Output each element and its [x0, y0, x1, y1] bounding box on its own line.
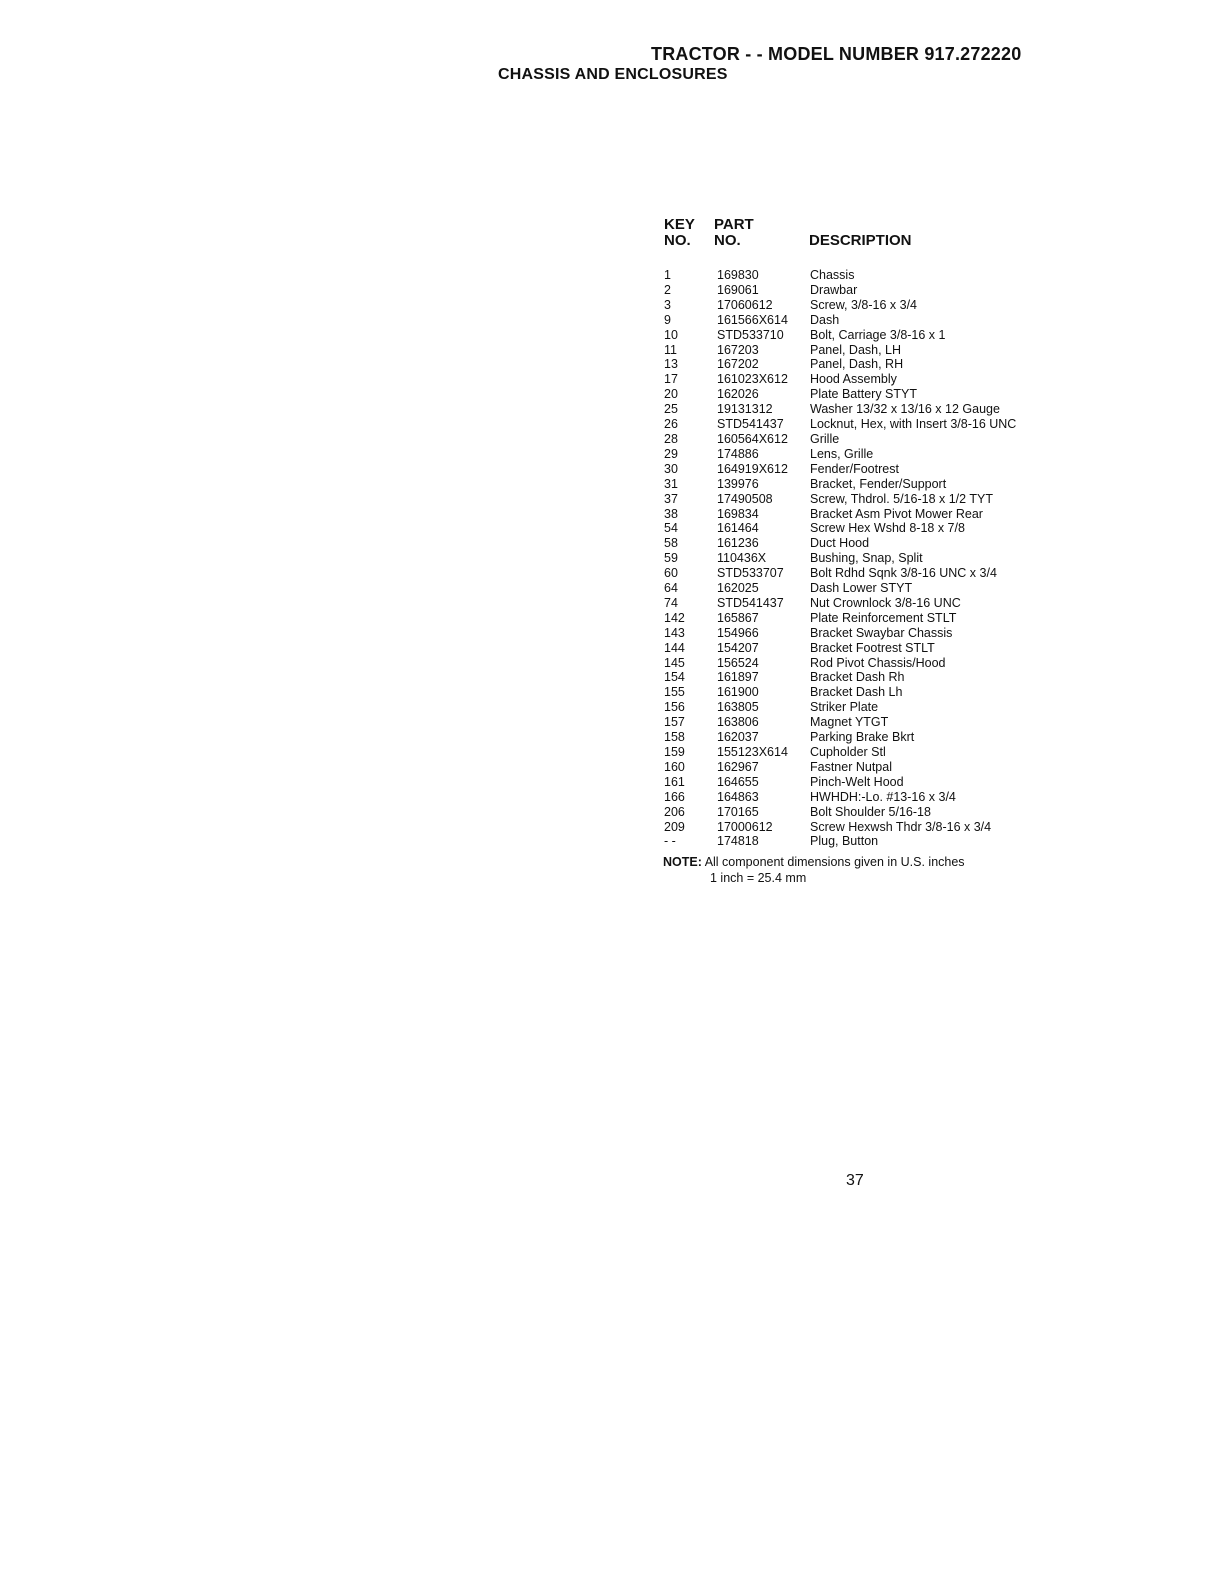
description-cell: Screw Hexwsh Thdr 3/8-16 x 3/4 [810, 819, 992, 834]
part-no-cell: 110436X [717, 551, 767, 566]
part-no-cell: 170165 [717, 804, 759, 819]
part-no-cell: STD533710 [717, 327, 784, 342]
table-row [664, 536, 1084, 551]
table-row [664, 745, 1084, 760]
key-no-cell: 29 [664, 446, 678, 461]
part-no-cell: 169830 [717, 268, 759, 282]
table-row [664, 834, 1084, 849]
parts-list [664, 268, 1084, 849]
description-cell: Drawbar [810, 282, 858, 297]
table-row [664, 507, 1084, 522]
part-no-cell: 162025 [717, 581, 759, 596]
description-cell: Bracket Swaybar Chassis [810, 625, 953, 640]
key-no-cell: 64 [664, 581, 678, 596]
description-cell: Dash [810, 312, 840, 327]
description-cell: Screw, Thdrol. 5/16-18 x 1/2 TYT [810, 491, 993, 506]
part-no-cell: 161464 [717, 521, 759, 536]
description-cell: Striker Plate [810, 700, 879, 715]
key-no-cell: - - [664, 834, 676, 849]
part-no-cell: 167203 [717, 342, 759, 357]
key-no-cell: 9 [664, 312, 671, 327]
table-row [664, 462, 1084, 477]
table-row [664, 313, 1084, 328]
table-row [664, 328, 1084, 343]
key-no-cell: 26 [664, 417, 678, 432]
part-no-cell: 160564X612 [717, 431, 788, 446]
description-cell: Bushing, Snap, Split [810, 551, 923, 566]
column-header-key-line2: NO. [664, 232, 691, 249]
part-no-cell: 174818 [717, 834, 759, 849]
description-cell: Hood Assembly [810, 372, 897, 387]
key-no-cell: 145 [664, 655, 685, 670]
table-row [664, 566, 1084, 581]
table-row [664, 447, 1084, 462]
part-no-cell: STD541437 [717, 417, 784, 432]
description-cell: Panel, Dash, LH [810, 342, 902, 357]
key-no-cell: 54 [664, 521, 678, 536]
key-no-cell: 142 [664, 610, 685, 625]
description-cell: Bolt, Carriage 3/8-16 x 1 [810, 327, 946, 342]
table-row [664, 581, 1084, 596]
table-row [664, 283, 1084, 298]
section-title: CHASSIS AND ENCLOSURES [498, 66, 728, 83]
part-no-cell: 167202 [717, 357, 759, 372]
key-no-cell: 166 [664, 789, 685, 804]
description-cell: Plate Reinforcement STLT [810, 610, 957, 625]
key-no-cell: 74 [664, 595, 678, 610]
key-no-cell: 13 [664, 357, 678, 372]
key-no-cell: 58 [664, 536, 678, 551]
description-cell: Lens, Grille [810, 446, 874, 461]
part-no-cell: 156524 [717, 655, 759, 670]
key-no-cell: 144 [664, 640, 685, 655]
note [663, 855, 965, 869]
column-header-key-line1: KEY [664, 216, 695, 233]
part-no-cell: STD533707 [717, 566, 784, 581]
description-cell: Dash Lower STYT [810, 581, 913, 596]
description-cell: Magnet YTGT [810, 715, 889, 730]
description-cell: Screw, 3/8-16 x 3/4 [810, 297, 918, 312]
table-row [664, 670, 1084, 685]
part-no-cell: 169061 [717, 282, 759, 297]
note-text: All component dimensions given in U.S. inches [704, 855, 965, 869]
part-no-cell: STD541437 [717, 595, 784, 610]
description-cell: Bracket, Fender/Support [810, 476, 947, 491]
column-header-part-line2: NO. [714, 232, 741, 249]
description-cell: Bracket Dash Lh [810, 685, 903, 700]
table-row [664, 477, 1084, 492]
document-title: TRACTOR - - MODEL NUMBER 917.272220 [651, 44, 1022, 64]
table-row [664, 551, 1084, 566]
key-no-cell: 25 [664, 402, 678, 417]
note-label: NOTE: [663, 855, 702, 869]
part-no-cell: 161566X614 [717, 312, 788, 327]
table-row [664, 730, 1084, 745]
table-row [664, 357, 1084, 372]
table-row [664, 432, 1084, 447]
table-row [664, 417, 1084, 432]
description-cell: Panel, Dash, RH [810, 357, 904, 372]
key-no-cell: 3 [664, 297, 671, 312]
table-row [664, 387, 1084, 402]
table-row [664, 715, 1084, 730]
key-no-cell: 161 [664, 774, 685, 789]
description-cell: Bracket Dash Rh [810, 670, 905, 685]
part-no-cell: 162037 [717, 730, 759, 745]
key-no-cell: 59 [664, 551, 678, 566]
table-row [664, 760, 1084, 775]
key-no-cell: 11 [664, 342, 677, 357]
table-row [664, 685, 1084, 700]
key-no-cell: 30 [664, 461, 678, 476]
part-no-cell: 155123X614 [717, 745, 788, 759]
description-cell: Pinch-Welt Hood [810, 774, 904, 789]
key-no-cell: 158 [664, 730, 685, 745]
part-no-cell: 161900 [717, 685, 759, 700]
part-no-cell: 19131312 [717, 402, 773, 417]
table-row [664, 521, 1084, 536]
part-no-cell: 162967 [717, 759, 759, 774]
key-no-cell: 143 [664, 625, 685, 640]
part-no-cell: 164919X612 [717, 461, 788, 476]
description-cell: Plug, Button [810, 834, 879, 849]
part-no-cell: 161236 [717, 536, 759, 551]
part-no-cell: 139976 [717, 476, 759, 491]
part-no-cell: 162026 [717, 387, 759, 402]
part-no-cell: 161897 [717, 670, 759, 685]
description-cell: Bolt Rdhd Sqnk 3/8-16 UNC x 3/4 [810, 566, 997, 581]
key-no-cell: 2 [664, 282, 671, 297]
key-no-cell: 154 [664, 670, 685, 685]
part-no-cell: 174886 [717, 446, 759, 461]
table-row [664, 790, 1084, 805]
part-no-cell: 163806 [717, 715, 759, 730]
table-row [664, 700, 1084, 715]
table-row [664, 611, 1084, 626]
table-row [664, 626, 1084, 641]
page-number: 37 [846, 1172, 864, 1189]
table-row [664, 298, 1084, 313]
description-cell: Duct Hood [810, 536, 870, 551]
description-cell: Cupholder Stl [810, 745, 886, 759]
part-no-cell: 17000612 [717, 819, 773, 834]
key-no-cell: 155 [664, 685, 685, 700]
description-cell: Chassis [810, 268, 855, 282]
part-no-cell: 154207 [717, 640, 759, 655]
key-no-cell: 156 [664, 700, 685, 715]
table-row [664, 820, 1084, 835]
table-row [664, 775, 1084, 790]
key-no-cell: 28 [664, 431, 678, 446]
part-no-cell: 163805 [717, 700, 759, 715]
part-no-cell: 17490508 [717, 491, 773, 506]
table-row [664, 805, 1084, 820]
description-cell: Rod Pivot Chassis/Hood [810, 655, 946, 670]
table-row [664, 492, 1084, 507]
column-header-description: DESCRIPTION [809, 232, 912, 249]
key-no-cell: 17 [664, 372, 678, 387]
part-no-cell: 154966 [717, 625, 759, 640]
part-no-cell: 17060612 [717, 297, 773, 312]
key-no-cell: 159 [664, 745, 685, 759]
part-no-cell: 164863 [717, 789, 759, 804]
table-row [664, 656, 1084, 671]
description-cell: Fastner Nutpal [810, 759, 892, 774]
description-cell: Bracket Footrest STLT [810, 640, 935, 655]
key-no-cell: 1 [664, 268, 671, 282]
description-cell: Locknut, Hex, with Insert 3/8-16 UNC [810, 417, 1017, 432]
table-row [664, 268, 1084, 283]
note-conversion: 1 inch = 25.4 mm [710, 871, 807, 885]
description-cell: Grille [810, 431, 840, 446]
table-row [664, 596, 1084, 611]
key-no-cell: 60 [664, 566, 678, 581]
key-no-cell: 157 [664, 715, 685, 730]
key-no-cell: 160 [664, 759, 685, 774]
key-no-cell: 10 [664, 327, 678, 342]
table-row [664, 343, 1084, 358]
table-row [664, 402, 1084, 417]
key-no-cell: 209 [664, 819, 685, 834]
part-no-cell: 161023X612 [717, 372, 788, 387]
key-no-cell: 20 [664, 387, 678, 402]
description-cell: Parking Brake Bkrt [810, 730, 915, 745]
description-cell: HWHDH:-Lo. #13-16 x 3/4 [810, 789, 956, 804]
description-cell: Fender/Footrest [810, 461, 899, 476]
key-no-cell: 37 [664, 491, 678, 506]
description-cell: Screw Hex Wshd 8-18 x 7/8 [810, 521, 965, 536]
description-cell: Bracket Asm Pivot Mower Rear [810, 506, 983, 521]
key-no-cell: 206 [664, 804, 685, 819]
part-no-cell: 165867 [717, 610, 759, 625]
part-no-cell: 164655 [717, 774, 759, 789]
column-header-part-line1: PART [714, 216, 754, 233]
part-no-cell: 169834 [717, 506, 759, 521]
description-cell: Bolt Shoulder 5/16-18 [810, 804, 931, 819]
description-cell: Plate Battery STYT [810, 387, 917, 402]
key-no-cell: 38 [664, 506, 678, 521]
description-cell: Nut Crownlock 3/8-16 UNC [810, 595, 961, 610]
table-row [664, 372, 1084, 387]
description-cell: Washer 13/32 x 13/16 x 12 Gauge [810, 402, 1000, 417]
table-row [664, 641, 1084, 656]
key-no-cell: 31 [664, 476, 678, 491]
